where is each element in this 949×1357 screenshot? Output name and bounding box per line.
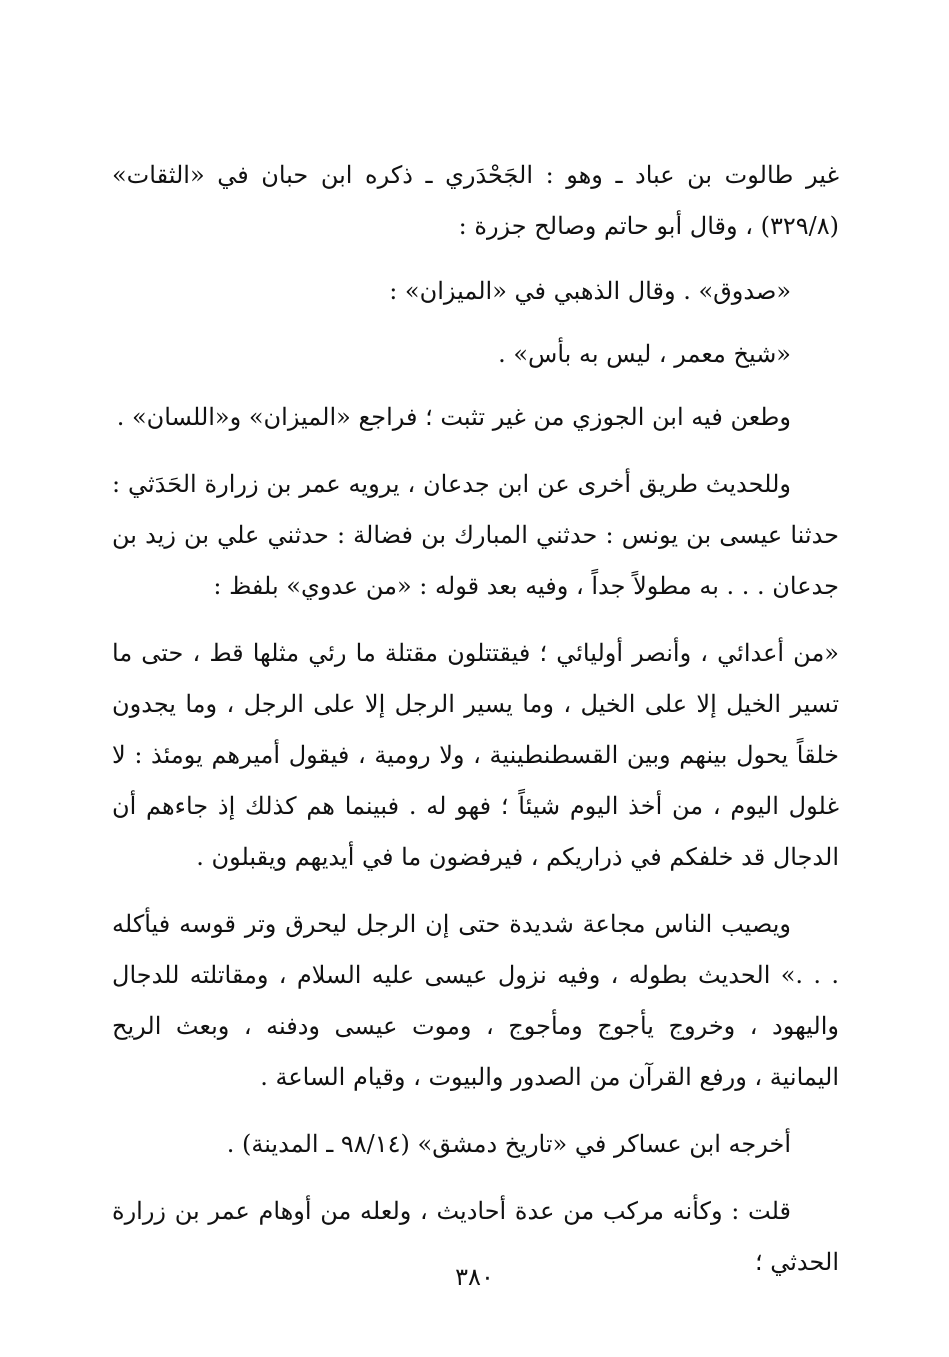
paragraph-famine: ويصيب الناس مجاعة شديدة حتى إن الرجل ليحرق وتر قوسه فيأكله . . .» الحديث بطوله ، وفيه نزول عيسى عليه السلام ، ومقاتلته للدجال واليهود ، وخروج يأجوج ومأجوج ، وموت عيسى ودفنه ، وبعث الريح اليمانية ، ورفع القرآن من الصدور والبيوت ، وقيام الساعة . <box>112 910 839 1091</box>
paragraph-ibn-jawzi: وطعن فيه ابن الجوزي من غير تثبت ؛ فراجع «الميزان» و«اللسان» . <box>116 403 791 431</box>
paragraph-hadith-text: «من أعدائي ، وأنصر أوليائي ؛ فيقتتلون مقتلة ما رئي مثلها قط ، حتى ما تسير الخيل إلا على الخيل ، وما يسير الرجل إلا على الرجل ، وما يجدون خلقاً يحول بينهم وبين القسطنطينية ، ولا رومية ، فيقول أميرهم يومئذ : لا غلول اليوم ، من أخذ اليوم شيئاً ؛ فهو له . فبينما هم كذلك إذ جاءهم أن الدجال قد خلفكم في ذراريكم ، فيرفضون ما في أيديهم ويقبلون . <box>112 639 839 871</box>
paragraph-other-route: وللحديث طريق أخرى عن ابن جدعان ، يرويه عمر بن زرارة الحَدَثي : حدثنا عيسى بن يونس : حدثني المبارك بن فضالة : حدثني علي بن زيد بن جدعان . . . به مطولاً جداً ، وفيه بعد قوله : «من عدوي» بلفظ : <box>112 470 839 600</box>
paragraph-ibn-asakir: أخرجه ابن عساكر في «تاريخ دمشق» (٩٨/١٤ ـ المدينة) . <box>226 1130 791 1158</box>
paragraph-sheikh-quote: «شيخ معمر ، ليس به بأس» . <box>498 340 791 368</box>
paragraph-dhahabi-quote: «صدوق» . وقال الذهبي في «الميزان» : <box>389 277 791 305</box>
page-body <box>112 150 839 1288</box>
page-number: ٣٨٠ <box>455 1263 494 1291</box>
paragraph-narrator-note: غير طالوت بن عباد ـ وهو : الجَحْدَري ـ ذكره ابن حبان في «الثقات» (٣٢٩/٨) ، وقال أبو حاتم وصالح جزرة : <box>112 161 839 240</box>
paragraph-comment: قلت : وكأنه مركب من عدة أحاديث ، ولعله من أوهام عمر بن زرارة الحدثي ؛ <box>112 1197 839 1276</box>
